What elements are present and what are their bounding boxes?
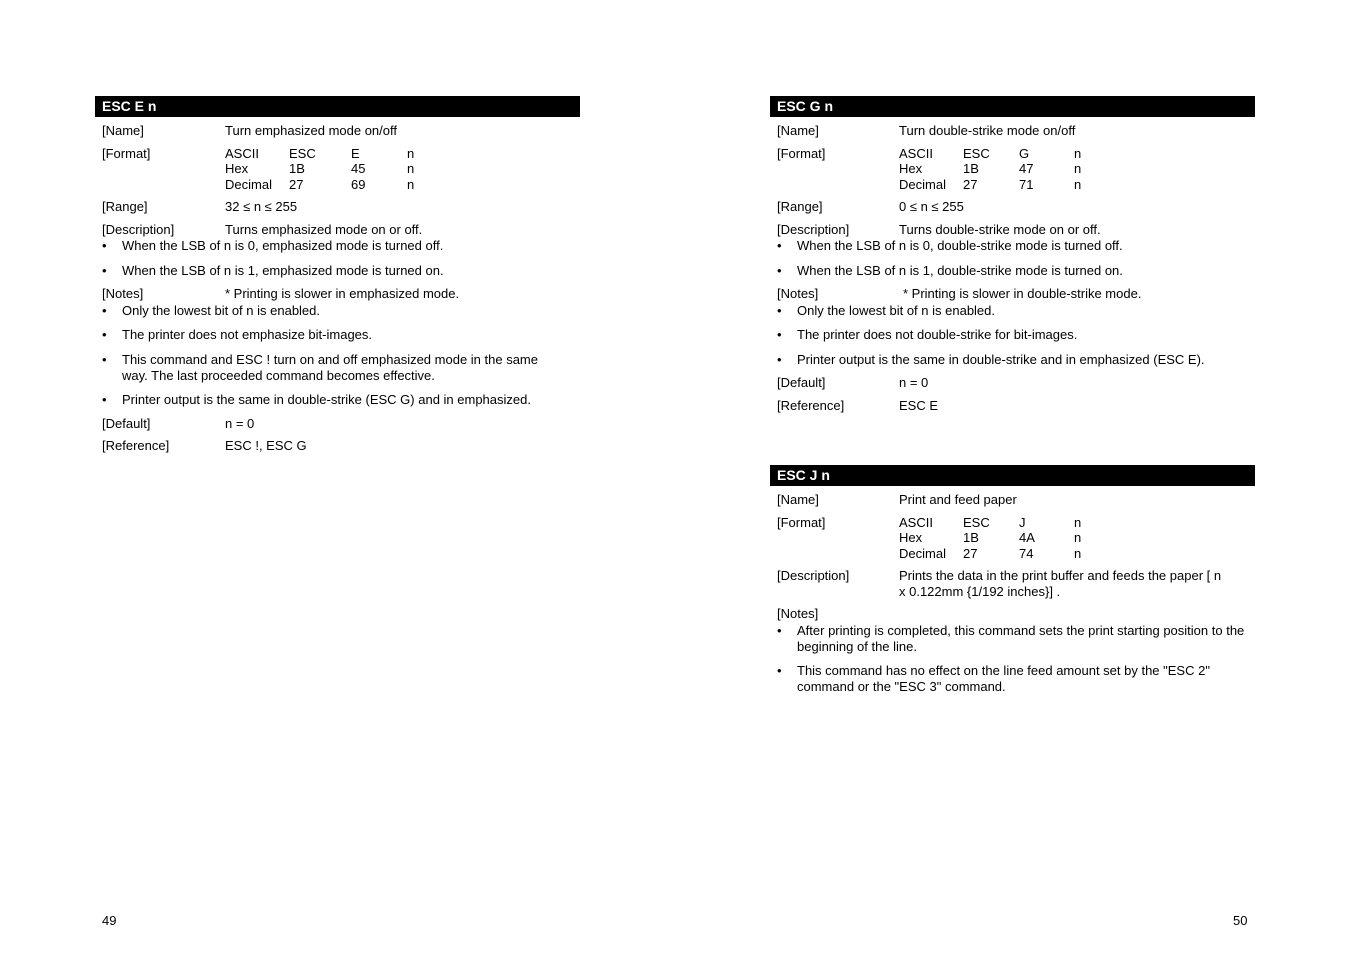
esc-g-header: ESC G n: [770, 96, 1255, 117]
list-item: [102, 263, 580, 279]
list-item: [102, 238, 580, 254]
description-value: Turns double-strike mode on or off.: [899, 222, 1101, 237]
esc-e-header: ESC E n: [95, 96, 580, 117]
bullet-icon: •: [102, 352, 107, 367]
format-cell: n: [1074, 546, 1082, 561]
list-item-text: Only the lowest bit of n is enabled.: [122, 303, 321, 318]
list-item: [777, 263, 1255, 279]
format-cell: Hex: [225, 161, 249, 176]
format-cell: ESC: [963, 515, 990, 530]
bullet-icon: •: [777, 303, 782, 318]
format-cell: 27: [289, 177, 304, 192]
list-item-text: Printer output is the same in double-strike (ESC G) and in emphasized.: [122, 392, 531, 407]
notes-value: * Printing is slower in emphasized mode.: [225, 286, 460, 301]
format-cell: Hex: [899, 530, 923, 545]
format-cell: Decimal: [225, 177, 272, 192]
list-item: [777, 238, 1255, 254]
esc-j-header: ESC J n: [770, 465, 1255, 486]
format-cell: n: [1074, 530, 1082, 545]
range-value: 0 ≤ n ≤ 255: [899, 199, 964, 214]
format-cell: ESC: [963, 146, 990, 161]
format-cell: 4A: [1019, 530, 1035, 545]
default-label: [Default]: [777, 375, 826, 390]
format-cell: ASCII: [225, 146, 259, 161]
format-cell: n: [1074, 177, 1082, 192]
bullet-icon: •: [102, 238, 107, 253]
reference-value: ESC E: [899, 398, 939, 413]
list-item-text: This command has no effect on the line feed amount set by the "ESC 2" command or the "ESC 3" command.: [797, 663, 1210, 694]
format-cell: ASCII: [899, 515, 933, 530]
name-label: [Name]: [777, 492, 819, 507]
bullet-icon: •: [777, 623, 782, 638]
format-cell: 74: [1019, 546, 1034, 561]
list-item: [777, 327, 1255, 343]
format-cell: Decimal: [899, 546, 946, 561]
format-cell: E: [351, 146, 360, 161]
format-label: [Format]: [777, 515, 826, 530]
list-item-text: When the LSB of n is 1, double-strike mode is turned on.: [797, 263, 1123, 278]
bullet-icon: •: [102, 303, 107, 318]
list-item-text: When the LSB of n is 0, double-strike mode is turned off.: [797, 238, 1123, 253]
name-label: [Name]: [102, 123, 144, 138]
esc-g-section: [770, 96, 1255, 426]
bullet-icon: •: [777, 327, 782, 342]
notes-value: * Printing is slower in double-strike mode.: [903, 286, 1142, 301]
list-item: [777, 663, 1235, 695]
list-item-text: Printer output is the same in double-strike and in emphasized (ESC E).: [797, 352, 1205, 367]
format-cell: J: [1019, 515, 1026, 530]
description-label: [Description]: [102, 222, 175, 237]
default-value: n = 0: [899, 375, 929, 390]
list-item-text: The printer does not double-strike for bit-images.: [797, 327, 1078, 342]
bullet-icon: •: [777, 238, 782, 253]
bullet-icon: •: [102, 263, 107, 278]
range-label: [Range]: [102, 199, 148, 214]
format-cell: n: [1074, 146, 1082, 161]
esc-e-format-row: [102, 146, 580, 194]
description-value: Prints the data in the print buffer and feeds the paper [ n x 0.122mm {1/192 inches}] .: [899, 568, 1222, 599]
format-cell: G: [1019, 146, 1030, 161]
list-item: [777, 303, 1255, 319]
format-cell: 1B: [963, 530, 979, 545]
default-value: n = 0: [225, 416, 255, 431]
bullet-icon: •: [777, 263, 782, 278]
list-item-text: After printing is completed, this command sets the print starting position to the beginning of the line.: [797, 623, 1245, 654]
format-cell: 47: [1019, 161, 1034, 176]
format-cell: n: [407, 161, 415, 176]
esc-g-format-row: [777, 146, 1255, 194]
default-label: [Default]: [102, 416, 151, 431]
reference-value: ESC !, ESC G: [225, 438, 307, 453]
format-cell: n: [407, 177, 415, 192]
esc-e-section: [95, 96, 580, 466]
description-label: [Description]: [777, 222, 850, 237]
format-cell: n: [1074, 161, 1082, 176]
notes-label: [Notes]: [102, 286, 144, 301]
format-cell: n: [407, 146, 415, 161]
list-item-text: Only the lowest bit of n is enabled.: [797, 303, 996, 318]
reference-label: [Reference]: [102, 438, 170, 453]
format-cell: 69: [351, 177, 366, 192]
bullet-icon: •: [777, 352, 782, 367]
notes-label: [Notes]: [777, 286, 819, 301]
range-label: [Range]: [777, 199, 823, 214]
list-item: [777, 623, 1245, 655]
format-cell: 1B: [963, 161, 979, 176]
name-value: Turn double-strike mode on/off: [899, 123, 1076, 138]
list-item: [777, 352, 1255, 368]
format-label: [Format]: [777, 146, 826, 161]
format-cell: 1B: [289, 161, 305, 176]
list-item: [102, 327, 580, 343]
format-label: [Format]: [102, 146, 151, 161]
list-item: [102, 392, 580, 408]
list-item-text: When the LSB of n is 1, emphasized mode is turned on.: [122, 263, 444, 278]
bullet-icon: •: [777, 663, 782, 678]
list-item-text: The printer does not emphasize bit-images.: [122, 327, 373, 342]
page-number-right: 50: [1233, 913, 1248, 928]
list-item-text: When the LSB of n is 0, emphasized mode is turned off.: [122, 238, 444, 253]
notes-label: [Notes]: [777, 606, 819, 621]
esc-j-section: [770, 465, 1255, 705]
format-cell: n: [1074, 515, 1082, 530]
name-label: [Name]: [777, 123, 819, 138]
bullet-icon: •: [102, 327, 107, 342]
name-value: Print and feed paper: [899, 492, 1017, 507]
format-cell: Decimal: [899, 177, 946, 192]
format-cell: 27: [963, 177, 978, 192]
format-cell: Hex: [899, 161, 923, 176]
format-cell: 71: [1019, 177, 1034, 192]
list-item: [102, 303, 580, 319]
range-value: 32 ≤ n ≤ 255: [225, 199, 298, 214]
reference-label: [Reference]: [777, 398, 845, 413]
description-value: Turns emphasized mode on or off.: [225, 222, 423, 237]
list-item: [102, 352, 560, 384]
format-cell: ASCII: [899, 146, 933, 161]
format-cell: 27: [963, 546, 978, 561]
name-value: Turn emphasized mode on/off: [225, 123, 397, 138]
esc-j-format-row: [777, 515, 1255, 563]
bullet-icon: •: [102, 392, 107, 407]
description-label: [Description]: [777, 568, 850, 583]
format-cell: ESC: [289, 146, 316, 161]
page-number-left: 49: [102, 913, 117, 928]
format-cell: 45: [351, 161, 366, 176]
list-item-text: This command and ESC ! turn on and off emphasized mode in the same way. The last proceeded command becomes effective.: [122, 352, 538, 383]
